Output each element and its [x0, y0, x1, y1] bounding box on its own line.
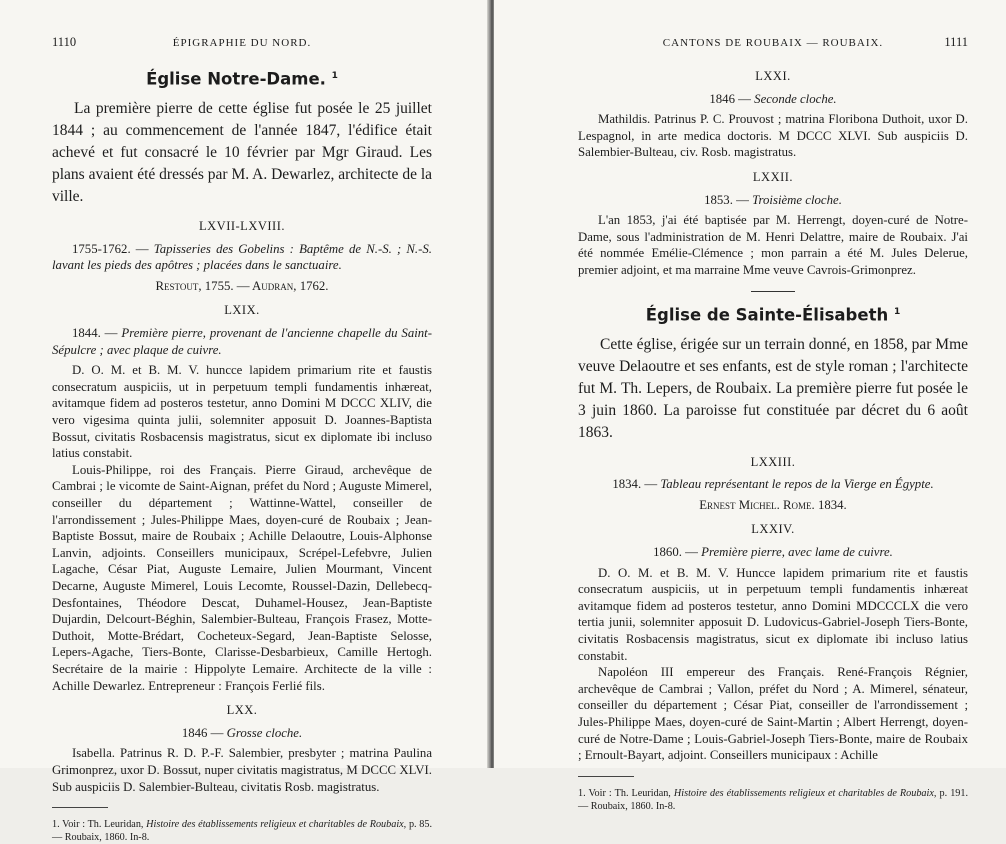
footnote-tail: p. 191. — Roubaix, 1860. In-8. — [578, 787, 969, 812]
right-page-content — [578, 34, 968, 813]
french-inscription: Louis-Philippe, roi des Français. Pierre Giraud, archevêque de Cambrai ; le vicomte de Saint-Aignan, préfet du Nord ; Auguste Mimerel, conseiller du département ; Wattinne-Wattel, conseiller de l'arrondissement ; Jules-Philippe Maes, doyen-curé de Roubaix ; Jean-Baptiste Bossut, maire de Roubaix ; Achille Delaoutre, Louis-Alphonse Lanvin, adjoints. Conseillers municipaux, Scrépel-Lefebvre, Julien Lagache, César Piat, Auguste Lemaire, Julien Mourmant, Vincent Decarne, Auguste Mimerel, Louis Lecomte, Roussel-Dazin, Dellebecq-Desfontaines, Théodore Descat, Duhamel-Housez, Jean-Baptiste Dujardin, Delcourt-Béghin, Salembier-Bulteau, François Frasez, Motte-Duthoit, Motte-Brédart, Cocheteux-Segard, Jean-Baptiste Selosse, Lepers-Agache, Tiers-Bonte, Clarisse-Desbarbieux, Camille Hertogh. Secrétaire de la mairie : Hippolyte Lemaire. Architecte de la ville : Achille Dewarlez. Entrepreneur : François Ferlié fils. — [52, 462, 432, 693]
section-number: LXXIV. — [751, 522, 795, 537]
section-date: 1846 — — [709, 91, 751, 106]
bell-inscription: Mathildis. Patrinus P. C. Prouvost ; matrina Floribona Duthoit, uxor D. Lespagnol, in arte medica doctoris. M DCCC XLVI. Sub auspiciis D. Salembier-Bulteau, civ. Rosb. magistratus. — [578, 112, 968, 160]
footnote — [52, 818, 432, 844]
section-description: Première pierre, avec lame de cuivre. — [701, 545, 893, 559]
section-heading — [52, 725, 432, 742]
footnote-divider — [578, 776, 634, 777]
artist-credit: Restout, 1755. — Audran, 1762. — [155, 278, 329, 293]
section-number: LXVII-LXVIII. — [199, 219, 285, 234]
section-divider — [751, 291, 795, 292]
footnote-title: Histoire des établissements religieux et charitables de Roubaix, — [146, 819, 407, 831]
french-inscription: Napoléon III empereur des Français. René-François Régnier, archevêque de Cambrai ; Vallon, préfet du Nord ; A. Mimerel, sénateur, conseiller du département ; César Piat, conseiller de l'arrondissement ; Jules-Philippe Maes, doyen-curé de Saint-Martin ; Albert Herrengt, doyen-curé de Notre-Dame ; Louis-Gabriel-Joseph Tiers-Bonte, maire de Roubaix ; Ernoult-Bayart, adjoint. Conseillers municipaux : Achille — [578, 665, 968, 763]
left-running-head — [52, 34, 432, 52]
section-description: Grosse cloche. — [226, 725, 303, 740]
latin-inscription: D. O. M. et B. M. V. Huncce lapidem primarium rite et faustis consecratum auspiciis, ut in perpetuum templi fundamentis inhæreat avitamque fidem ad posteros testetur, anno Domini MDCCCLX die vero tertia junii, solemniter apposuit D. Ludovicus-Gabriel-Joseph Tiers-Bonte, civitatis Rosbacensis magistratus, sicut ex diplomate ibi incluso latius constabit. — [578, 565, 968, 663]
footnote-number: 1. — [578, 787, 586, 799]
church-intro-paragraph: Cette église, érigée sur un terrain donné, en 1858, par Mme veuve Delaoutre et ses enfants, est de style roman ; l'architecte fut M. Th. Lepers, de Roubaix. La première pierre fut posée le 3 juin 1860. La paroisse fut constituée par décret du 6 août 1863. — [578, 335, 969, 441]
left-page-content — [52, 34, 432, 844]
section-description: Troisième cloche. — [752, 192, 842, 207]
section-description: Seconde cloche. — [754, 91, 837, 106]
footnote-lead: Voir : Th. Leuridan, — [588, 787, 671, 799]
section-number: LXIX. — [224, 303, 260, 318]
right-page-number: 1111 — [944, 35, 968, 49]
church-intro-paragraph: La première pierre de cette église fut posée le 25 juillet 1844 ; au commencement de l'année 1847, l'édifice était achevé et fut consacré le 10 février par Mgr Giraud. Les plans avaient été dressés par M. A. Dewarlez, architecte de la ville. — [52, 100, 433, 206]
artist-credit: Ernest Michel. Rome. 1834. — [699, 497, 847, 512]
section-heading — [578, 476, 968, 493]
section-date: 1834. — — [612, 477, 658, 492]
section-heading — [578, 91, 968, 108]
right-page — [494, 0, 1006, 812]
section-number: LXXI. — [755, 69, 791, 83]
section-heading — [578, 192, 968, 209]
footnote-tail: p. 85. — Roubaix, 1860. In-8. — [52, 819, 433, 844]
section-heading — [578, 544, 968, 561]
church-title-text: Église de Sainte-Élisabeth — [645, 305, 889, 325]
section-date: 1844. — — [72, 326, 118, 341]
section-number: LXXIII. — [750, 454, 796, 469]
section-heading — [52, 325, 432, 358]
footnote-number: 1. — [52, 819, 60, 831]
section-date: 1853. — — [704, 192, 749, 207]
section-date: 1846 — — [181, 725, 224, 740]
right-running-title: CANTONS DE ROUBAIX — ROUBAIX. — [662, 37, 884, 49]
bell-inscription: Isabella. Patrinus R. D. P.-F. Salembier, presbyter ; matrina Paulina Grimonprez, uxor D. Bossut, nuper civitatis magistratus, M DCCC XLVI. Sub auspiciis D. Salembier-Bulteau, civitatis Rosb. magistratus. — [52, 746, 432, 794]
section-number: LXX. — [226, 703, 258, 718]
section-number: LXXII. — [752, 169, 794, 184]
left-page — [0, 0, 488, 844]
section-date: 1755-1762. — — [72, 241, 149, 256]
latin-inscription: D. O. M. et B. M. V. huncce lapidem primarium rite et faustis consecratum auspiciis, ut in perpetuum templi fundamentis inhæreat, avitamque fidem ad posteros testetur, anno Domini M DCCC XLIV, die vero vigesima quinta julii, solemniter apposuit D. Joannes-Baptista Bossut, civitatis Rosbacensis magistratus, sicut ex diplomate ibi incluso latius constabit. — [52, 363, 432, 461]
section-description: Première pierre, provenant de l'ancienne chapelle du Saint-Sépulcre ; avec plaque de cuivre. — [52, 326, 432, 357]
footnote-ref: 1 — [893, 306, 901, 317]
section-description: Tapisseries des Gobelins : Baptême de N.-S. ; N.-S. lavant les pieds des apôtres ; placées dans le sanctuaire. — [52, 241, 432, 273]
bell-inscription: L'an 1853, j'ai été baptisée par M. Herrengt, doyen-curé de Notre-Dame, sous l'administration de M. Henri Delattre, maire de Roubaix. J'ai été nommée Emélie-Clémence ; mon parrain a été M. Jules Delerue, premier adjoint, et ma marraine Mme veuve Cavrois-Grimonprez. — [578, 213, 968, 277]
right-running-head — [578, 34, 968, 52]
section-heading — [52, 241, 432, 274]
church-title-text: Église Notre-Dame. — [146, 69, 326, 89]
footnote — [578, 787, 968, 813]
church-title-sainte-elisabeth — [578, 304, 968, 324]
left-running-title: ÉPIGRAPHIE DU NORD. — [172, 37, 312, 49]
footnote-divider — [52, 807, 108, 808]
church-title-notre-dame — [52, 68, 432, 88]
footnote-title: Histoire des établissements religieux et charitables de Roubaix, — [673, 787, 937, 799]
left-page-number: 1110 — [52, 35, 77, 49]
section-description: Tableau représentant le repos de la Vierge en Égypte. — [660, 477, 934, 492]
section-date: 1860. — — [653, 545, 698, 559]
footnote-ref: 1 — [331, 71, 338, 81]
footnote-lead: Voir : Th. Leuridan, — [62, 819, 144, 831]
